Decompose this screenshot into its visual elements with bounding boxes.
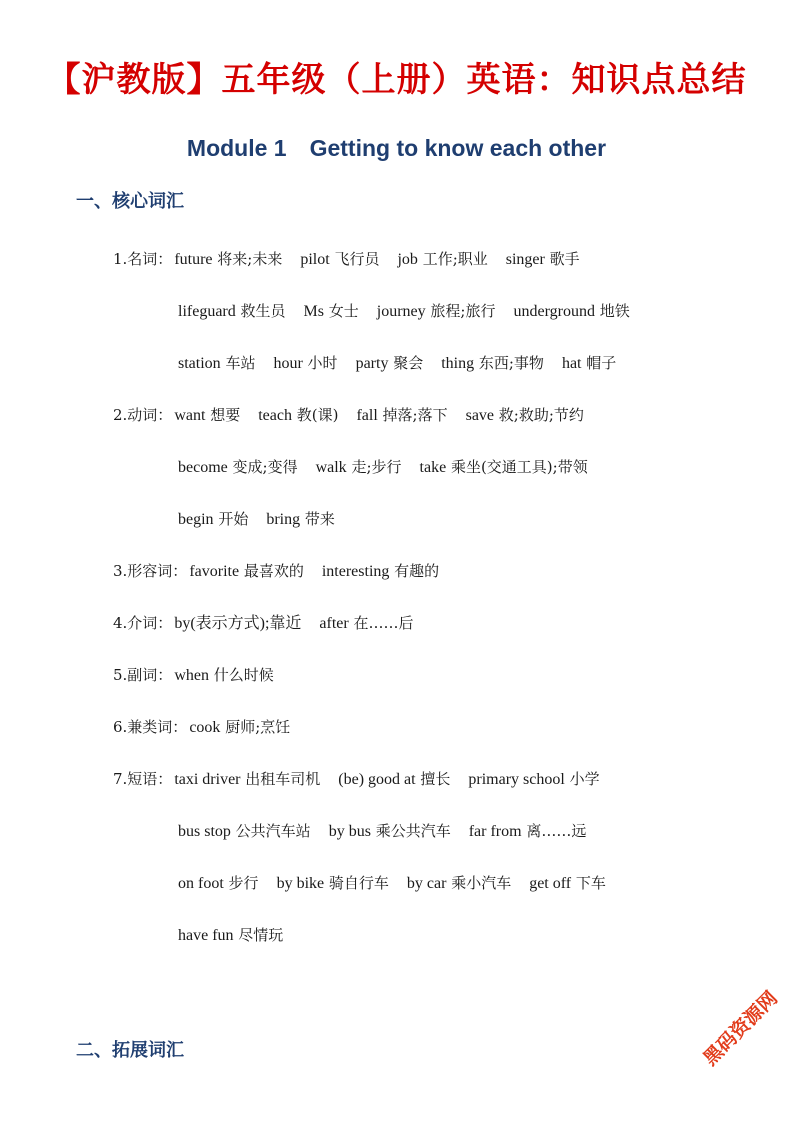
vocab-entry	[178, 511, 248, 528]
vocab-entry	[316, 459, 402, 476]
english-term: job	[397, 251, 418, 268]
chinese-meaning: 出租车司机	[240, 770, 321, 788]
chinese-meaning: 开始	[213, 510, 249, 528]
english-term: future	[174, 251, 213, 268]
vocab-entry	[469, 823, 587, 840]
vocab-entry	[277, 875, 389, 892]
chinese-meaning: 旅程;旅行	[425, 302, 496, 320]
chinese-meaning: 工作;职业	[417, 250, 488, 268]
chinese-meaning: 乘坐(交通工具);带领	[446, 458, 588, 476]
vocab-line	[178, 924, 283, 947]
vocab-line	[113, 404, 584, 427]
vocab-entry	[513, 303, 629, 320]
chinese-meaning: 救生员	[235, 302, 286, 320]
vocab-category-label: 7.短语：	[113, 770, 173, 788]
vocab-line	[113, 716, 290, 739]
vocab-category-label: 3.形容词：	[113, 562, 188, 580]
chinese-meaning: 擅长	[415, 770, 451, 788]
english-term: want	[174, 407, 206, 424]
english-term: hour	[273, 355, 303, 372]
vocab-category-label: 4.介词：	[113, 614, 173, 632]
chinese-meaning: 女士	[323, 302, 359, 320]
vocab-entry	[273, 355, 337, 372]
chinese-meaning: 最喜欢的	[239, 562, 304, 580]
english-term: singer	[505, 251, 545, 268]
watermark-stamp: 黑码资源网	[699, 987, 782, 1070]
english-term: thing	[441, 355, 475, 372]
english-term: primary school	[468, 771, 565, 788]
chinese-meaning: 走;步行	[346, 458, 402, 476]
english-term: begin	[178, 511, 214, 528]
vocab-entry	[178, 303, 286, 320]
vocab-entry	[178, 927, 283, 944]
english-term: take	[419, 459, 447, 476]
vocab-entry	[189, 563, 304, 580]
english-term: when	[174, 667, 209, 684]
vocab-entry	[529, 875, 606, 892]
vocab-entry	[304, 303, 359, 320]
chinese-meaning: 乘公共汽车	[370, 822, 451, 840]
vocab-entry	[562, 355, 616, 372]
english-term: after	[319, 615, 349, 632]
module-heading: Module 1 Getting to know each other	[186, 135, 607, 161]
chinese-meaning: 将来;未来	[212, 250, 283, 268]
vocab-line	[178, 352, 616, 375]
vocab-entry	[377, 303, 496, 320]
english-term: hat	[561, 355, 582, 372]
vocab-entry	[356, 355, 424, 372]
section-heading-extended-vocabulary: 二、拓展词汇	[76, 1040, 184, 1061]
vocab-entry	[441, 355, 544, 372]
english-term: station	[178, 355, 221, 372]
vocab-entry	[420, 459, 588, 476]
english-term: taxi driver	[174, 771, 241, 788]
english-term: by bike	[276, 875, 325, 892]
document-title: 【沪教版】五年级（上册）英语：知识点总结	[46, 60, 747, 100]
chinese-meaning: 聚会	[388, 354, 424, 372]
vocab-line	[113, 768, 600, 791]
vocab-entry	[466, 407, 584, 424]
chinese-meaning: 东西;事物	[474, 354, 544, 372]
english-term: underground	[513, 303, 595, 320]
english-term: journey	[376, 303, 426, 320]
chinese-meaning: 帽子	[581, 354, 617, 372]
chinese-meaning: 变成;变得	[227, 458, 298, 476]
vocab-line	[178, 300, 630, 323]
vocab-entry	[174, 667, 273, 684]
vocab-entry	[397, 251, 487, 268]
chinese-meaning: 在……后	[348, 614, 414, 632]
english-term: have fun	[178, 927, 234, 944]
vocab-entry	[178, 355, 255, 372]
vocab-entry	[319, 615, 413, 632]
english-term: by bus	[328, 823, 371, 840]
chinese-meaning: 小时	[302, 354, 338, 372]
english-term: get off	[529, 875, 572, 892]
english-term: party	[355, 355, 389, 372]
vocab-line	[113, 664, 274, 687]
chinese-meaning: 乘小汽车	[446, 874, 512, 892]
vocab-entry	[174, 771, 320, 788]
vocab-category-label: 2.动词：	[113, 406, 173, 424]
english-term: lifeguard	[178, 303, 236, 320]
english-term: save	[465, 407, 495, 424]
vocab-entry	[356, 407, 447, 424]
chinese-meaning: 救;救助;节约	[494, 406, 584, 424]
chinese-meaning: 歌手	[544, 250, 580, 268]
vocab-line	[178, 820, 586, 843]
chinese-meaning: 飞行员	[329, 250, 380, 268]
section-heading-core-vocabulary: 一、核心词汇	[76, 191, 184, 212]
english-term: walk	[315, 459, 347, 476]
vocab-entry	[178, 875, 259, 892]
chinese-meaning: 下车	[571, 874, 606, 892]
vocab-category-label: 5.副词：	[113, 666, 173, 684]
vocab-entry	[189, 719, 290, 736]
vocab-entry	[468, 771, 599, 788]
english-term: bring	[266, 511, 301, 528]
vocab-entry	[506, 251, 580, 268]
chinese-meaning: 掉落;落下	[377, 406, 448, 424]
english-term: pilot	[300, 251, 330, 268]
chinese-meaning: 带来	[300, 510, 335, 528]
english-term: fall	[356, 407, 378, 424]
vocab-line	[178, 456, 588, 479]
english-term: by car	[406, 875, 447, 892]
vocab-category-label: 1.名词：	[113, 250, 173, 268]
vocab-category-label: 6.兼类词：	[113, 718, 188, 736]
vocab-line	[178, 872, 606, 895]
vocab-entry	[338, 771, 450, 788]
chinese-meaning: 步行	[223, 874, 259, 892]
vocab-entry	[322, 563, 439, 580]
vocab-line	[113, 612, 414, 635]
chinese-meaning: 离……远	[521, 822, 587, 840]
english-term: by(表示方式);靠近	[174, 615, 302, 632]
chinese-meaning: 什么时候	[208, 666, 274, 684]
chinese-meaning: 尽情玩	[233, 926, 284, 944]
vocab-line	[113, 560, 439, 583]
vocab-line	[178, 508, 335, 531]
chinese-meaning: 厨师;烹饪	[220, 718, 291, 736]
english-term: Ms	[303, 303, 324, 320]
english-term: favorite	[189, 563, 240, 580]
vocab-entry	[178, 459, 298, 476]
english-term: teach	[258, 407, 292, 424]
vocab-entry	[266, 511, 335, 528]
english-term: interesting	[321, 563, 390, 580]
vocab-line	[113, 248, 580, 271]
chinese-meaning: 公共汽车站	[230, 822, 311, 840]
english-term: become	[178, 459, 228, 476]
chinese-meaning: 车站	[220, 354, 256, 372]
vocab-entry	[178, 823, 311, 840]
english-term: (be) good at	[338, 771, 416, 788]
vocab-entry	[174, 251, 282, 268]
chinese-meaning: 小学	[564, 770, 600, 788]
vocab-entry	[258, 407, 338, 424]
english-term: far from	[468, 823, 522, 840]
english-term: cook	[189, 719, 221, 736]
english-term: on foot	[178, 875, 224, 892]
chinese-meaning: 想要	[205, 406, 241, 424]
chinese-meaning: 有趣的	[389, 562, 440, 580]
vocab-entry	[300, 251, 379, 268]
vocab-entry	[174, 615, 301, 632]
vocab-entry	[174, 407, 240, 424]
vocab-entry	[407, 875, 511, 892]
chinese-meaning: 地铁	[594, 302, 630, 320]
chinese-meaning: 教(课)	[291, 406, 339, 424]
chinese-meaning: 骑自行车	[324, 874, 389, 892]
vocab-entry	[329, 823, 451, 840]
english-term: bus stop	[178, 823, 231, 840]
